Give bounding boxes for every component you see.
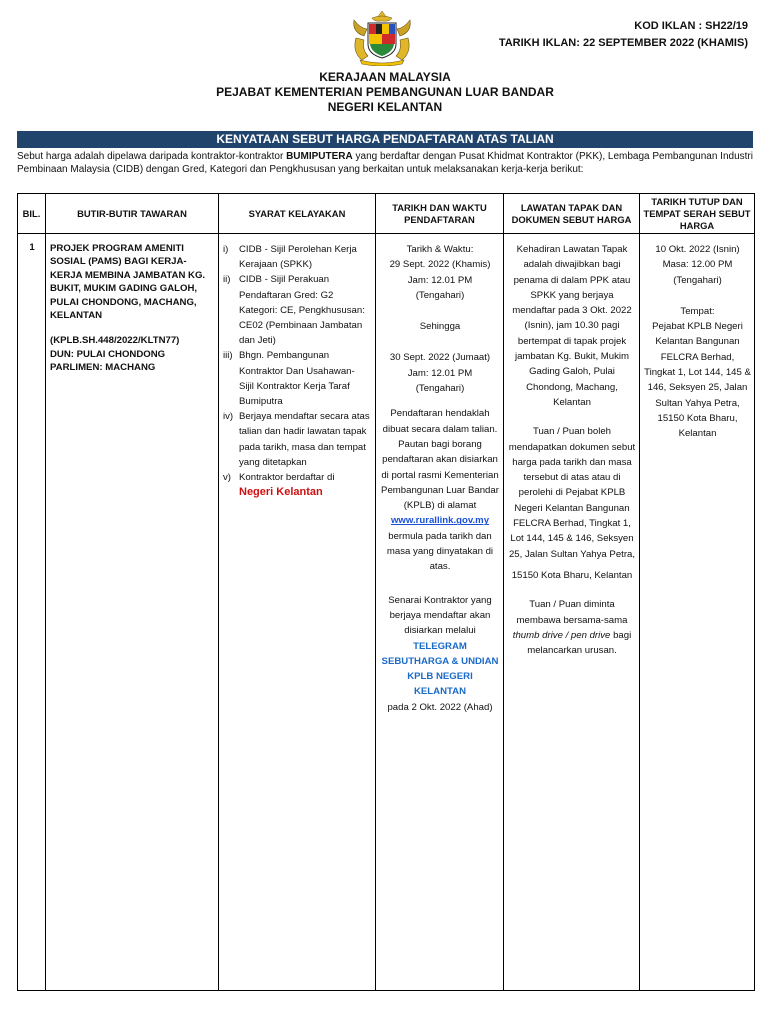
item-text: Bhgn. Pembangunan Kontraktor Dan Usahawan- Sijil Kontraktor Kerja Taraf Bumiputra <box>239 350 355 408</box>
ad-meta <box>499 18 748 52</box>
project-ref: (KPLB.SH.448/2022/KLTN77) <box>50 335 180 347</box>
intro-paragraph <box>17 150 757 176</box>
list-item <box>223 272 372 348</box>
item-text <box>239 470 372 500</box>
reg-start-time: Jam: 12.01 PM <box>407 274 473 286</box>
ad-code: KOD IKLAN : SH22/19 <box>634 20 748 32</box>
state-requirement: Negeri Kelantan <box>239 486 323 499</box>
closing-date: 10 Okt. 2022 (Isnin) <box>655 244 740 255</box>
organisation-heading <box>0 70 770 115</box>
tender-table <box>17 193 755 991</box>
ad-date: TARIKH IKLAN: 22 SEPTEMBER 2022 (KHAMIS) <box>498 37 748 49</box>
header-butir: BUTIR-BUTIR TAWARAN <box>46 194 219 234</box>
document-collection-text: Tuan / Puan boleh mendapatkan dokumen sebut harga pada tarikh dan masa tersebut di atas atau di perolehi di Pejabat KPLB Negeri Kelantan Bangunan FELCRA Berhad, Tingkat 1, Lot 144, 145 & 146, Seksyen 25, Jalan Sultan Yahya Petra, <box>508 426 636 560</box>
table-header-row <box>18 194 755 234</box>
rurallink-link[interactable]: www.rurallink.gov.my <box>390 515 490 527</box>
cell-bil: 1 <box>18 234 46 991</box>
closing-period: (Tengahari) <box>673 274 722 286</box>
list-item <box>223 348 372 409</box>
item-number: ii) <box>223 274 231 286</box>
org-line-3: NEGERI KELANTAN <box>327 100 443 114</box>
cell-butir <box>46 234 219 991</box>
reg-start-note: bermula pada tarikh dan masa yang dinyatakan di atas. <box>386 530 494 573</box>
cell-tutup <box>640 234 755 991</box>
org-line-2: PEJABAT KEMENTERIAN PEMBANGUNAN LUAR BANDAR <box>216 85 554 99</box>
reg-end-date: 30 Sept. 2022 (Jumaat) <box>389 352 491 364</box>
submission-address: Pejabat KPLB Negeri Kelantan Bangunan FELCRA Berhad, Tingkat 1, Lot 144, 145 & 146, Seksyen 25, Jalan Sultan Yahya Petra, 15150 Kota Bharu, Kelantan <box>644 321 751 440</box>
list-announce-date: pada 2 Okt. 2022 (Ahad) <box>387 701 493 713</box>
item-number: v) <box>223 472 231 484</box>
reg-online-note: Pendaftaran hendaklah dibuat secara dalam talian. <box>382 408 498 435</box>
site-visit-text: Kehadiran Lawatan Tapak adalah diwajibkan bagi penama di dalam PPK atau SPKK yang berjaya mendaftar pada 3 Okt. 2022 (Isnin), jam 10.30 pagi bertempat di tapak projek jambatan Kg. Bukit, Mukim Gading Galoh, Pulai Chondong, Machang, Kelantan <box>512 244 632 408</box>
requirements-list <box>223 242 372 500</box>
item-text-main: Kontraktor berdaftar di <box>239 472 335 484</box>
closing-time: Masa: 12.00 PM <box>662 259 733 271</box>
list-item <box>223 470 372 500</box>
list-item <box>223 409 372 470</box>
cell-syarat <box>219 234 376 991</box>
item-text: CIDB - Sijil Perakuan Pendaftaran Gred: G2 Kategori: CE, Pengkhususan: CE02 (Pembinaan Jambatan dan Jeti) <box>239 274 365 347</box>
header-tutup: TARIKH TUTUP DAN TEMPAT SERAH SEBUT HARGA <box>640 194 755 234</box>
reg-link-note: Pautan bagi borang pendaftaran akan disiarkan di portal rasmi Kementerian Pembangunan Luar Bandar (KPLB) di alamat <box>381 438 499 512</box>
item-number: iii) <box>223 350 233 362</box>
item-number: i) <box>223 244 229 255</box>
intro-text-a: Sebut harga adalah dipelawa daripada kontraktor-kontraktor <box>17 151 287 162</box>
bring-drive-text: Tuan / Puan diminta membawa bersama-sama <box>516 599 628 626</box>
header-syarat: SYARAT KELAYAKAN <box>219 194 376 234</box>
intro-bold: BUMIPUTERA <box>286 151 353 162</box>
submission-place-label: Tempat: <box>680 305 715 317</box>
header-bil: BIL. <box>18 194 46 234</box>
reg-start-date: 29 Sept. 2022 (Khamis) <box>389 259 491 271</box>
project-dun: DUN: PULAI CHONDONG <box>50 348 166 360</box>
table-row <box>18 234 755 991</box>
bring-drive-italic: thumb drive / pen drive <box>512 629 611 641</box>
project-title: PROJEK PROGRAM AMENITI SOSIAL (PAMS) BAGI KERJA-KERJA MEMBINA JAMBATAN KG. BUKIT, MUKIM GADING GALOH, PULAI CHONDONG, MACHANG, KELANTAN <box>50 243 206 322</box>
bring-drive-end: bagi melancarkan urusan. <box>527 629 632 657</box>
item-text: CIDB - Sijil Perolehan Kerja Kerajaan (SPKK) <box>239 244 357 271</box>
list-announce-note: Senarai Kontraktor yang berjaya mendaftar akan disiarkan melalui <box>388 594 492 637</box>
header-lawatan: LAWATAN TAPAK DAN DOKUMEN SEBUT HARGA <box>504 194 640 234</box>
item-text: Berjaya mendaftar secara atas talian dan hadir lawatan tapak pada tarikh, masa dan tempat yang ditetapkan <box>239 411 370 468</box>
reg-end-time: Jam: 12.01 PM <box>407 367 473 379</box>
telegram-channel: TELEGRAM SEBUTHARGA & UNDIAN KPLB NEGERI KELANTAN <box>381 640 499 698</box>
project-parlimen: PARLIMEN: MACHANG <box>50 362 156 374</box>
reg-date-label: Tarikh & Waktu: <box>406 244 474 255</box>
reg-until: Sehingga <box>419 321 461 333</box>
item-number: iv) <box>223 411 234 423</box>
cell-tarikh <box>376 234 504 991</box>
coat-of-arms-icon <box>334 8 430 66</box>
reg-start-period: (Tengahari) <box>415 289 465 301</box>
intro-text-b: yang berdaftar dengan Pusat Khidmat Kontraktor (PKK), Lembaga Pembangunan Industri Pembinaan Malaysia (CIDB) dengan Gred, Kategori dan Pengkhususan yang berkaitan untuk melaksanakan kerja-kerja berikut: <box>17 151 753 175</box>
cell-lawatan <box>504 234 640 991</box>
org-line-1: KERAJAAN MALAYSIA <box>319 70 451 84</box>
header-tarikh: TARIKH DAN WAKTU PENDAFTARAN <box>376 194 504 234</box>
reg-end-period: (Tengahari) <box>415 383 465 395</box>
bring-drive-note <box>508 597 636 658</box>
document-collection-city: 15150 Kota Bharu, Kelantan <box>511 569 633 581</box>
list-item <box>223 242 372 272</box>
notice-title-banner: KENYATAAN SEBUT HARGA PENDAFTARAN ATAS TALIAN <box>17 131 753 148</box>
